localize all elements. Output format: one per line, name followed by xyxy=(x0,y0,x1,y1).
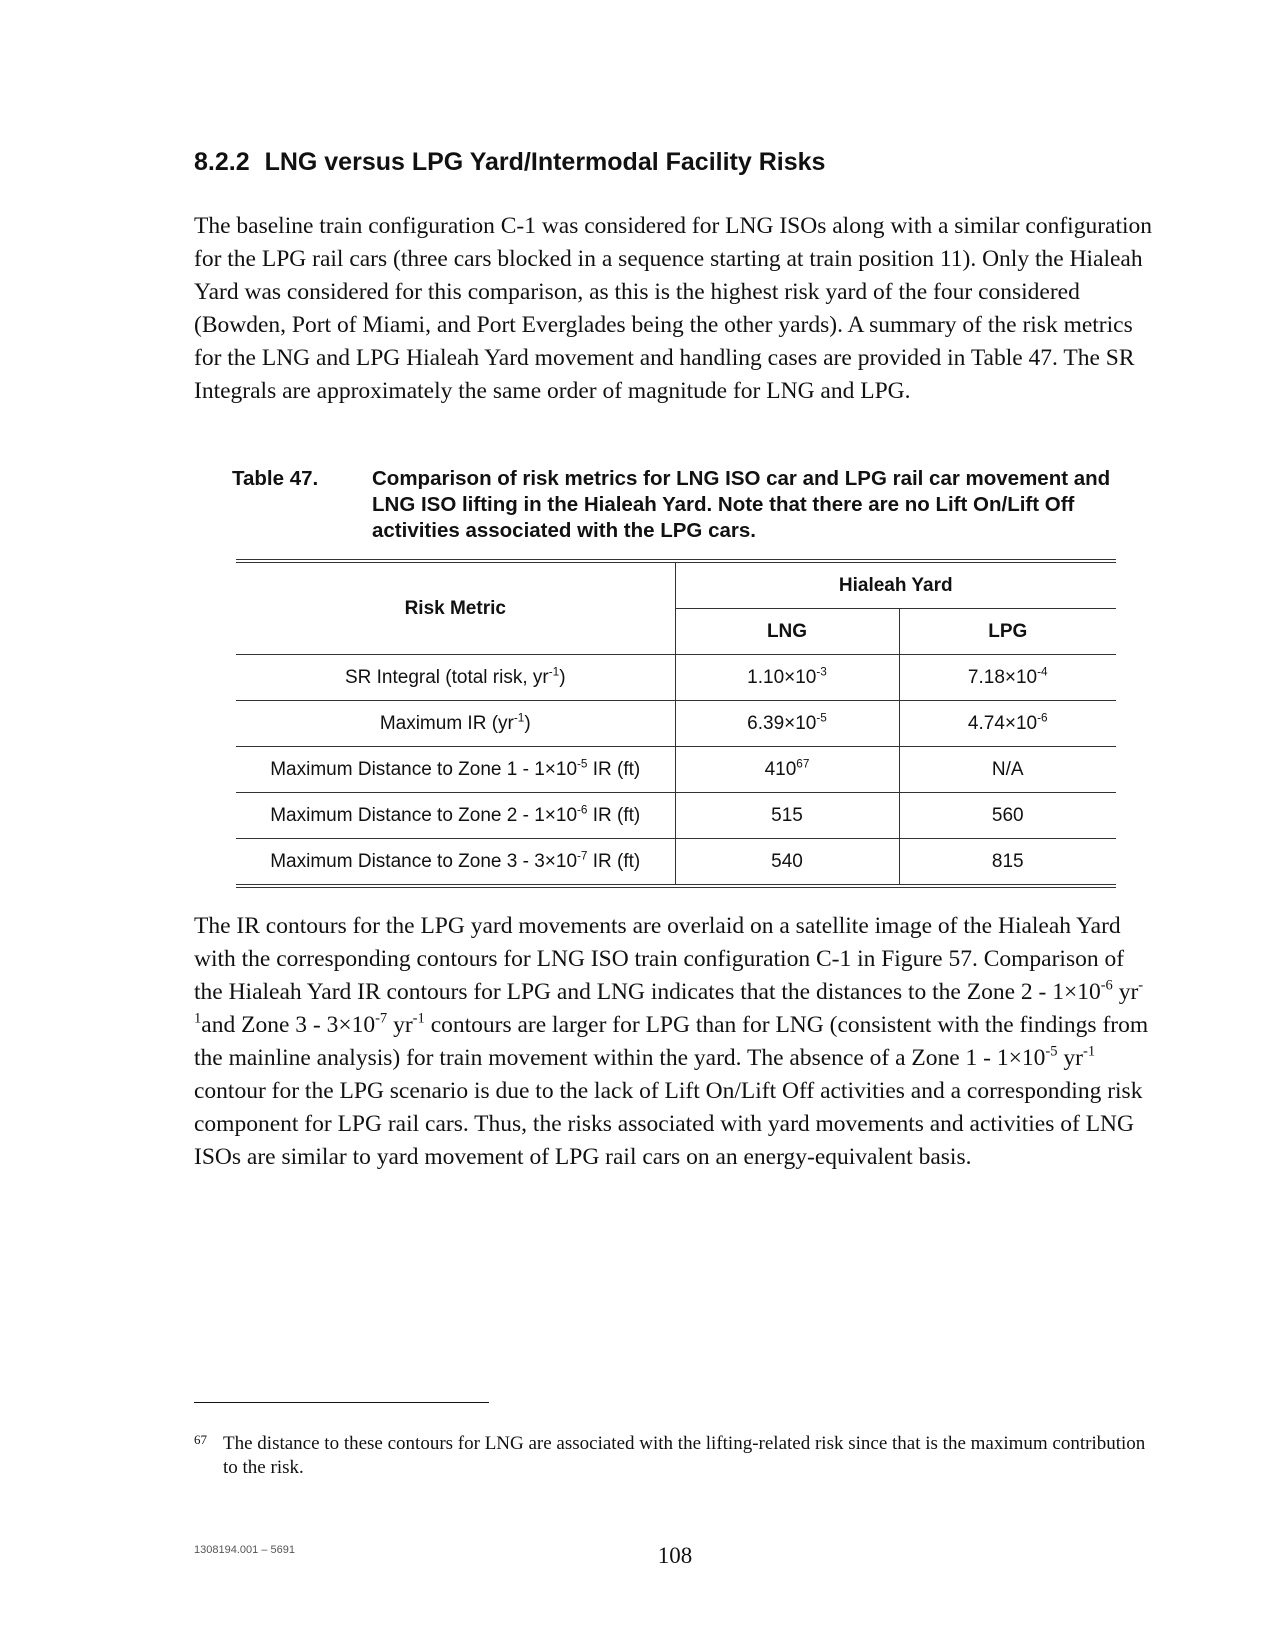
table-row xyxy=(236,701,1116,747)
metric-cell: Maximum Distance to Zone $3 - 3\times 10^{-7}$ IR (ft) xyxy=(236,839,675,885)
section-heading xyxy=(194,148,825,177)
paragraph-intro: The baseline train configuration C-1 was considered for LNG ISOs along with a similar configuration for the LPG rail cars (three cars blocked in a sequence starting at train position 11). Only the Hialeah Yard was considered for this comparison, as this is the highest risk yard of the four considered (Bowden, Port of Miami, and Port Everglades being the other yards). A summary of the risk metrics for the LNG and LPG Hialeah Yard movement and handling cases are provided in Table 47. The SR Integrals are approximately the same order of magnitude for LNG and LPG. xyxy=(194,213,1153,404)
metric-cell: Maximum Distance to Zone $1 - 1\times 10^{-5}$ IR (ft) xyxy=(236,747,675,793)
document-id: 1308194.001 – 5691 xyxy=(194,1544,295,1556)
table-row xyxy=(236,839,1116,885)
section-title: LNG versus LPG Yard/Intermodal Facility Risks xyxy=(264,148,826,176)
page-number: 108 xyxy=(657,1543,693,1568)
section-number: 8.2.2 xyxy=(194,148,250,176)
header-lpg: LPG xyxy=(899,609,1116,655)
lpg-value: $4.74\times 10^{-6}$ xyxy=(899,701,1116,747)
metric-cell: SR Integral (total risk, $yr^{-1}$) xyxy=(236,655,675,701)
lng-value: 515 xyxy=(675,793,899,839)
footnote-number: 67 xyxy=(194,1432,207,1447)
risk-metrics-table-frame xyxy=(236,559,1116,888)
table-caption xyxy=(232,466,1112,544)
risk-metrics-table xyxy=(236,563,1116,884)
lng-value: $410^{67}$ xyxy=(675,747,899,793)
header-hialeah-yard: Hialeah Yard xyxy=(675,563,1116,609)
metric-cell: Maximum Distance to Zone $2 - 1\times 10^{-6}$ IR (ft) xyxy=(236,793,675,839)
lpg-value: $7.18\times 10^{-4}$ xyxy=(899,655,1116,701)
table-row xyxy=(236,655,1116,701)
header-lng: LNG xyxy=(675,609,899,655)
table-row xyxy=(236,793,1116,839)
table-caption-text: Comparison of risk metrics for LNG ISO car and LPG rail car movement and LNG ISO lifting in the Hialeah Yard. Note that there are no Lift On/Lift Off activities associated with the LPG cars. xyxy=(372,467,1111,542)
lng-value: $6.39\times 10^{-5}$ xyxy=(675,701,899,747)
lpg-value: N/A xyxy=(899,747,1116,793)
metric-cell: Maximum IR $(yr^{-1})$ xyxy=(236,701,675,747)
lng-value: 540 xyxy=(675,839,899,885)
header-risk-metric: Risk Metric xyxy=(404,597,506,619)
table-row xyxy=(236,747,1116,793)
lpg-value: 560 xyxy=(899,793,1116,839)
footnote-text: The distance to these contours for LNG are associated with the lifting-related risk since that is the maximum contribution to the risk. xyxy=(223,1433,1146,1478)
paragraph-contours: The IR contours for the LPG yard movements are overlaid on a satellite image of the Hialeah Yard with the corresponding contours for LNG ISO train configuration C-1 in Figure 57. Comparison of the Hialeah Yard IR contours for LPG and LNG indicates that the distances to the Zone $2 - 1\times 10^{-6}$ $yr^{-1}and$ Zone $3 - 3\times 10^{-7}$ $yr^{-1}$ contours are larger for LPG than for LNG (consistent with the findings from the mainline analysis) for train movement within the yard. The absence of a Zone $1 - 1\times 10^{-5}$ $yr^{-1}$ contour for the LPG scenario is due to the lack of Lift On/Lift Off activities and a corresponding risk component for LPG rail cars. Thus, the risks associated with yard movements and activities of LNG ISOs are similar to yard movement of LPG rail cars on an energy-equivalent basis. xyxy=(194,913,1149,1170)
lpg-value: 815 xyxy=(899,839,1116,885)
lng-value: $1.10\times 10^{-3}$ xyxy=(675,655,899,701)
table-caption-label: Table 47. xyxy=(232,467,319,490)
footnote-separator xyxy=(194,1402,489,1403)
footnote xyxy=(194,1432,1154,1480)
